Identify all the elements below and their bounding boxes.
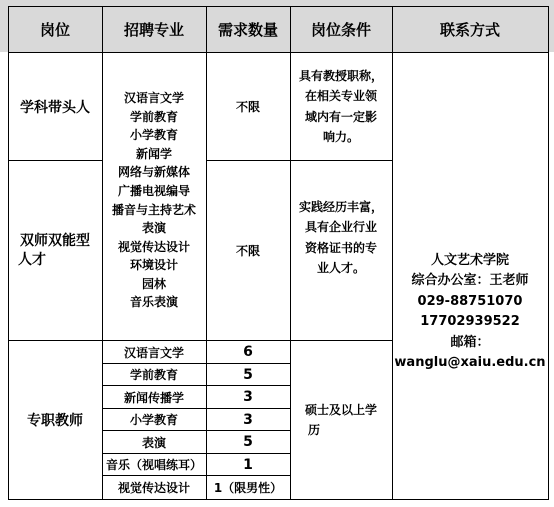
full-time-quantity: 1 xyxy=(243,456,253,473)
major-item: 网络与新媒体 xyxy=(117,165,190,180)
majors-shared-list xyxy=(102,53,206,340)
major-item: 新闻学 xyxy=(135,146,172,161)
position-leader: 学科带头人 xyxy=(20,99,90,116)
contact-line: 邮箱： xyxy=(450,334,490,350)
header-contact: 联系方式 xyxy=(439,20,500,39)
condition-line: 资格证书的专 xyxy=(304,240,377,255)
major-item: 音乐表演 xyxy=(129,295,178,310)
condition-leader xyxy=(290,53,392,160)
major-item: 环境设计 xyxy=(129,258,178,273)
header-quantity: 需求数量 xyxy=(217,20,278,39)
major-item: 播音与主持艺术 xyxy=(111,202,196,217)
quantity-dual: 不限 xyxy=(235,244,260,258)
major-item: 小学教育 xyxy=(129,128,178,143)
full-time-quantity: 5 xyxy=(243,434,253,450)
contact-line: 综合办公室：王老师 xyxy=(411,273,529,288)
condition-line: 响力。 xyxy=(322,130,359,144)
contact-info xyxy=(392,53,548,499)
contact-email: wanglu@xaiu.edu.cn xyxy=(394,355,546,370)
condition-line: 具有教授职称， xyxy=(298,68,383,83)
full-time-major: 新闻传播学 xyxy=(123,390,184,405)
full-time-quantity: 6 xyxy=(243,344,253,360)
condition-line: 业人才。 xyxy=(316,261,365,275)
full-time-quantity: 5 xyxy=(243,366,253,383)
full-time-quantity: 1（限男性） xyxy=(213,481,283,495)
major-item: 表演 xyxy=(141,221,166,236)
full-time-quantity: 3 xyxy=(243,389,253,405)
position-full-time: 专职教师 xyxy=(27,413,83,429)
major-item: 广播电视编导 xyxy=(117,183,190,198)
contact-line: 人文艺术学院 xyxy=(430,252,509,268)
major-item: 学前教育 xyxy=(129,109,178,124)
condition-line: 在相关专业领 xyxy=(304,89,377,103)
major-item: 视觉传达设计 xyxy=(117,239,190,254)
full-time-major: 音乐（视唱练耳） xyxy=(105,458,202,472)
condition-line: 实践经历丰富， xyxy=(298,199,383,214)
position-line: 双师双能型 xyxy=(20,232,90,249)
full-time-quantity: 3 xyxy=(243,411,253,428)
major-item: 汉语言文学 xyxy=(123,90,184,105)
full-time-major: 学前教育 xyxy=(129,368,178,382)
condition-line: 硕士及以上学 xyxy=(304,402,377,417)
quantity-leader: 不限 xyxy=(235,100,260,114)
condition-line: 历 xyxy=(308,423,321,437)
full-time-major: 表演 xyxy=(141,435,166,450)
condition-dual xyxy=(290,161,392,340)
condition-full-time xyxy=(290,341,392,499)
header-condition: 岗位条件 xyxy=(310,20,371,39)
full-time-major: 小学教育 xyxy=(129,413,178,427)
condition-line: 具有企业行业 xyxy=(304,220,377,234)
position-dual xyxy=(8,161,102,340)
full-time-major: 汉语言文学 xyxy=(123,345,184,360)
contact-line: 17702939522 xyxy=(420,314,520,329)
condition-line: 域内有一定影 xyxy=(304,109,377,124)
contact-line: 029-88751070 xyxy=(417,293,523,309)
major-item: 园林 xyxy=(141,276,166,291)
header-major: 招聘专业 xyxy=(123,20,184,39)
full-time-major: 视觉传达设计 xyxy=(117,481,190,495)
position-line: 人才 xyxy=(18,251,46,268)
header-position: 岗位 xyxy=(39,20,70,39)
